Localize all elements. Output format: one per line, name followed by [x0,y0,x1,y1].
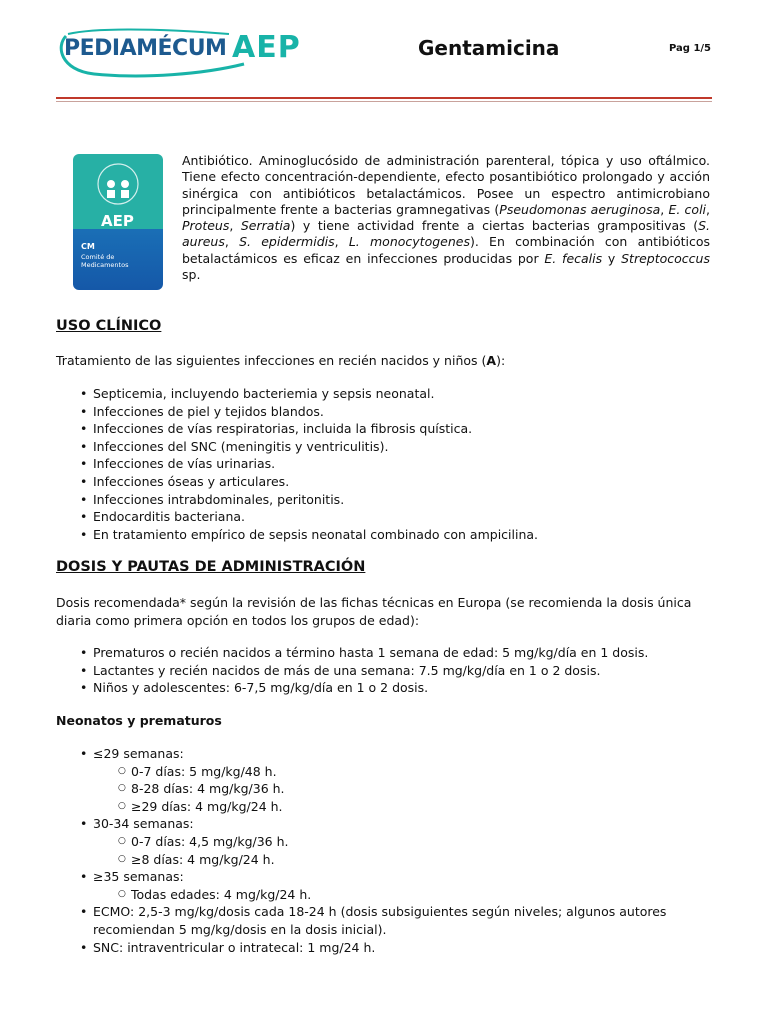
neonatos-list [80,745,720,956]
list-item: • Infecciones del SNC (meningitis y ventriculitis). [80,438,720,456]
list-item: • ≤29 semanas: [80,745,720,763]
sub-list-item: ○ ≥29 días: 4 mg/kg/24 h. [80,798,720,816]
dosis-lead: Dosis recomendada* según la revisión de las fichas técnicas en Europa (se recomienda la dosis única diaria como primera opción en todos los grupos de edad): [56,595,692,628]
list-item: • Infecciones intrabdominales, peritonitis. [80,491,720,509]
section-title-dosis: DOSIS Y PAUTAS DE ADMINISTRACIÓN [56,559,366,575]
list-item: • ≥35 semanas: [80,868,720,886]
sub-list-item: ○ 8-28 días: 4 mg/kg/36 h. [80,780,720,798]
list-item: • Endocarditis bacteriana. [80,508,720,526]
document-title: Gentamicina [418,36,560,60]
list-item: • 30-34 semanas: [80,815,720,833]
page-number: Pag 1/5 [669,43,712,54]
badge-code: CM [81,242,95,251]
logo-aep: AEP [232,30,301,65]
pediamecum-logo [54,26,304,82]
badge-aep: AEP [101,212,134,230]
badge-name: Comité de Medicamentos [81,253,129,269]
list-item: • Infecciones de vías urinarias. [80,455,720,473]
subsection-title-neonatos: Neonatos y prematuros [56,713,222,728]
committee-badge [73,154,163,290]
page-header [0,0,768,110]
list-item: • En tratamiento empírico de sepsis neonatal combinado con ampicilina. [80,526,720,544]
sub-list-item: ○ 0-7 días: 4,5 mg/kg/36 h. [80,833,720,851]
list-item: • Prematuros o recién nacidos a término hasta 1 semana de edad: 5 mg/kg/día en 1 dosis. [80,644,720,662]
intro-paragraph: Antibiótico. Aminoglucósido de administración parenteral, tópica y uso oftálmico. Tiene efecto concentración-dependiente, efecto posantibiótico prolongado y acción sinérgica con antibióticos betalactámicos. Posee un espectro antimicrobiano principalmente frente a bacterias gramnegativas (Pseudomonas aeruginosa, E. coli, Proteus, Serratia) y tiene actividad frente a ciertas bacterias grampositivas (S. aureus, S. epidermidis, L. monocytogenes). En combinación con antibióticos betalactámicos es eficaz en infecciones producidas por E. fecalis y Streptococcus sp. [182,153,710,283]
uso-list [80,385,720,543]
uso-lead: Tratamiento de las siguientes infecciones en recién nacidos y niños (A): [56,353,506,368]
header-rule [56,97,712,99]
sub-list-item: ○ ≥8 días: 4 mg/kg/24 h. [80,851,720,869]
aep-seal-icon [95,160,141,210]
list-item: • Infecciones de piel y tejidos blandos. [80,403,720,421]
list-item: • SNC: intraventricular o intratecal: 1 mg/24 h. [80,939,720,957]
list-item: • ECMO: 2,5-3 mg/kg/dosis cada 18-24 h (dosis subsiguientes según niveles; algunos autores recomiendan 5 mg/kg/dosis en la dosis inicial). [80,903,720,938]
section-title-uso-clinico: USO CLÍNICO [56,318,162,334]
sub-list-item: ○ 0-7 días: 5 mg/kg/48 h. [80,763,720,781]
list-item: • Niños y adolescentes: 6-7,5 mg/kg/día en 1 o 2 dosis. [80,679,720,697]
list-item: • Infecciones óseas y articulares. [80,473,720,491]
list-item: • Infecciones de vías respiratorias, incluida la fibrosis quística. [80,420,720,438]
logo-text: PEDIAMÉCUM [64,36,227,61]
sub-list-item: ○ Todas edades: 4 mg/kg/24 h. [80,886,720,904]
list-item: • Septicemia, incluyendo bacteriemia y sepsis neonatal. [80,385,720,403]
dosis-list [80,644,720,697]
list-item: • Lactantes y recién nacidos de más de una semana: 7.5 mg/kg/día en 1 o 2 dosis. [80,662,720,680]
header-rule-thin [56,101,712,102]
